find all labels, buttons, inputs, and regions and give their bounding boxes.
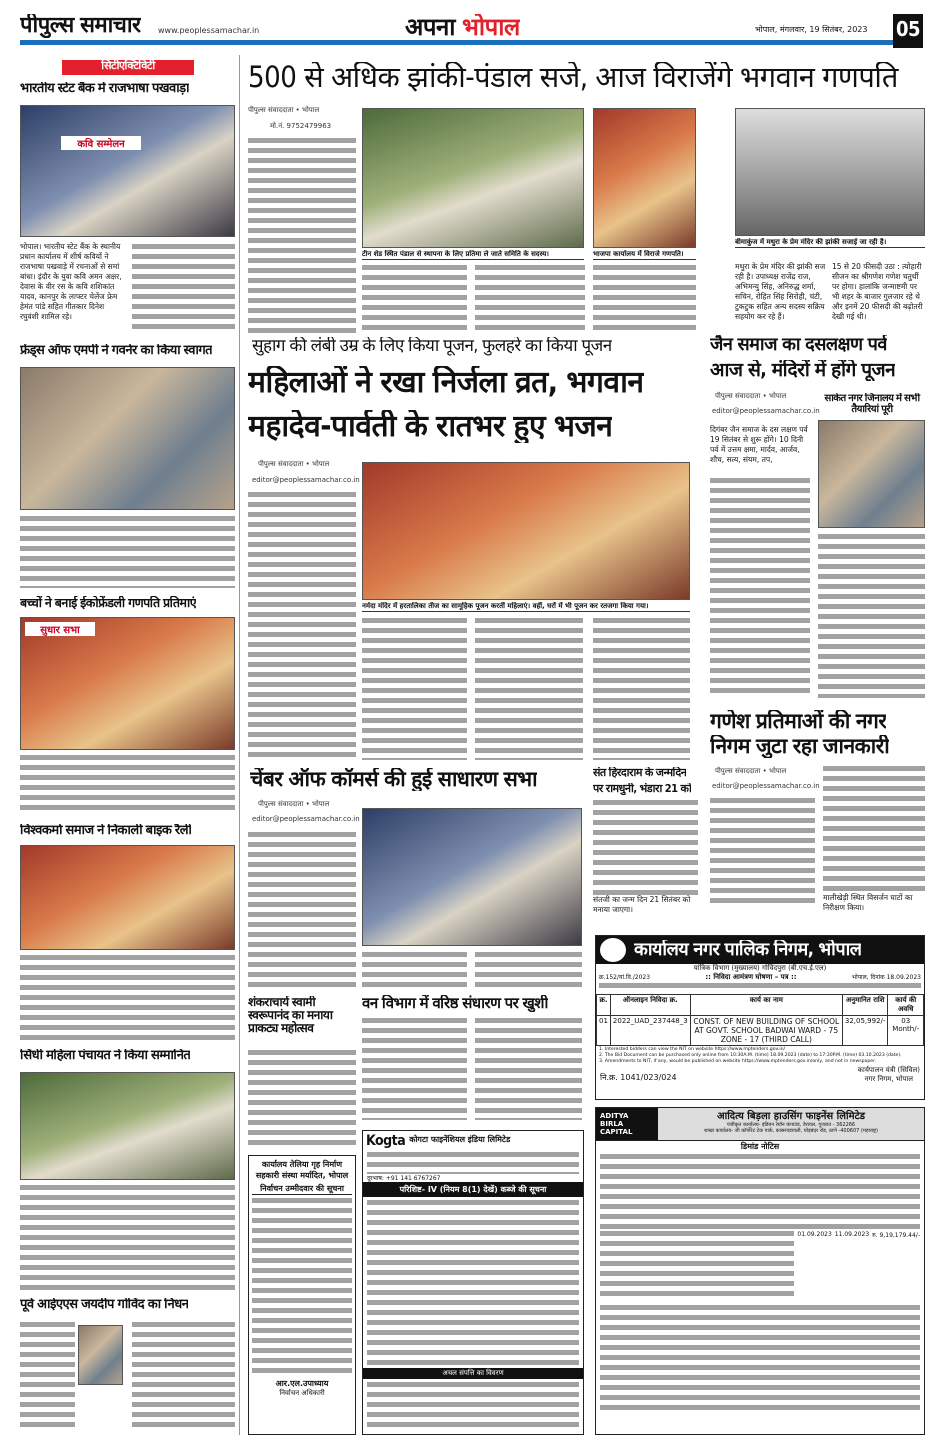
company-name: कोगटा फाइनेंशियल इंडिया लिमिटेड bbox=[409, 1135, 511, 1144]
tender-table bbox=[596, 994, 924, 1046]
note: 1. Interested bidders can view the NIT on website https://www.mptenders.gov.in/ bbox=[599, 1047, 786, 1052]
article-text-lines bbox=[362, 618, 467, 760]
article-text-lines bbox=[818, 534, 925, 698]
company-name: आदित्य बिड़ला हाउसिंग फाइनेंस लिमिटेड bbox=[717, 1111, 865, 1122]
article-text-lines bbox=[710, 798, 815, 908]
nagar-nigam-tender-ad bbox=[595, 935, 925, 1100]
article-text-lines bbox=[710, 478, 810, 698]
cell: 01 bbox=[597, 1016, 611, 1046]
article-text-lines bbox=[20, 955, 235, 1040]
notice-title: परिशिष्ट- IV (नियम 8(1) देखें) कब्जे की सूचना bbox=[363, 1182, 583, 1197]
emblem-icon bbox=[600, 938, 626, 962]
photo-caption: भाजपा कार्यालय में विराजे गणपति। bbox=[593, 250, 696, 260]
article-text-lines bbox=[132, 1322, 235, 1432]
article-text-lines bbox=[20, 1322, 75, 1432]
col-header: कार्य की अवधि bbox=[888, 995, 924, 1016]
signatory: आर.एल.उपाध्याय bbox=[275, 1379, 329, 1388]
article-text-lines bbox=[248, 1050, 356, 1150]
headline-line2: निगम जुटा रहा जानकारी bbox=[710, 735, 890, 758]
article-text-lines bbox=[362, 1018, 467, 1120]
headline: चेंबर ऑफ कॉमर्स की हुई साधारण सभा bbox=[250, 768, 538, 791]
teej-photo bbox=[362, 462, 690, 600]
notice-date: 11.09.2023 bbox=[834, 1231, 870, 1238]
signatory-title: निर्वाचन अधिकारी bbox=[279, 1389, 325, 1397]
notice: :: निविदा आमंत्रण घोषणा – पत्र :: bbox=[705, 973, 797, 981]
col-header: ऑनलाइन निविदा क्र. bbox=[610, 995, 690, 1016]
notice-title: कार्यालय तेलिया गृह निर्माण सहकारी संस्था मर्यादित, भोपाल bbox=[255, 1160, 349, 1180]
amount: रु. 9,19,179.44/- bbox=[872, 1232, 920, 1239]
lead-headline: 500 से अधिक झांकी-पंडाल सजे, आज विराजेंगे भगवान गणपति bbox=[248, 62, 898, 94]
property-text-lines bbox=[367, 1382, 579, 1432]
email[interactable]: editor@peoplessamachar.co.in bbox=[712, 782, 820, 790]
kicker: सुहाग की लंबी उम्र के लिए किया पूजन, फुलहरे का किया पूजन bbox=[252, 337, 612, 356]
aditya-birla-demand-notice bbox=[595, 1107, 925, 1435]
address: पंजीकृत कार्यालय- इंडियन रेयॉन कंपाउंड, वेरावल, गुजरात - 362266 bbox=[726, 1122, 856, 1128]
cell: 03 Month/- bbox=[888, 1016, 924, 1046]
article-text-lines bbox=[475, 618, 583, 760]
section-label: सिटीएक्टिविटी bbox=[62, 60, 194, 75]
page-number: 05 bbox=[893, 14, 923, 48]
kogta-possession-notice bbox=[362, 1130, 584, 1435]
article-text-lines bbox=[20, 755, 235, 815]
signatory-org: नगर निगम, भोपाल bbox=[864, 1075, 914, 1083]
date: भोपाल, मंगलवार, 19 सितंबर, 2023 bbox=[755, 25, 868, 34]
section-word: अपना bbox=[405, 14, 456, 41]
col-header: अनुमानित राशि bbox=[842, 995, 888, 1016]
article-text-lines bbox=[132, 244, 235, 334]
notice-text-lines bbox=[599, 983, 921, 993]
article-text-lines bbox=[248, 832, 356, 990]
governor-photo bbox=[20, 367, 235, 510]
kogta-logo: Kogta bbox=[366, 1134, 406, 1149]
headline: पूर्व आईएएस जयदीप गोविंद का निधन bbox=[20, 1298, 189, 1312]
article-text-lines bbox=[475, 952, 582, 990]
column-divider bbox=[239, 55, 240, 1435]
ad-title: कार्यालय नगर पालिक निगम, भोपाल bbox=[634, 940, 862, 960]
headline-line2: पर रामधुनी, भंडारा 21 को bbox=[593, 783, 692, 795]
notice-text-lines bbox=[367, 1200, 579, 1365]
article-text: मथुरा के प्रेम मंदिर की झांकी सज रही है। उपाध्यक्ष राजेंद्र राज, अभिमन्यु सिंह, अनिरुद्ध शर्मा, सचिन, रोहित सिंह सिरोही, चंटी, टुकटुक सहित अन्य सदस्य सक्रिय सहयोग कर रहे हैं। bbox=[735, 262, 826, 321]
phone: मो.नं. 9752479963 bbox=[270, 122, 332, 130]
jinalaya-photo bbox=[818, 420, 925, 528]
property-header: अचल संपत्ति का विवरण bbox=[363, 1368, 583, 1379]
notice-text-lines bbox=[600, 1154, 920, 1229]
date: भोपाल, दिनांक 18.09.2023 bbox=[851, 974, 921, 981]
ganesh-idol-photo bbox=[593, 108, 696, 248]
headline-line2: आज से, मंदिरों में होंगे पूजन bbox=[710, 360, 896, 381]
byline: पीपुल्स संवाददाता • भोपाल bbox=[258, 460, 330, 468]
article-text-lines bbox=[362, 265, 467, 335]
website[interactable]: www.peoplessamachar.in bbox=[158, 26, 260, 35]
header-rule bbox=[20, 40, 893, 45]
rally-photo bbox=[20, 845, 235, 950]
article-text: 15 से 20 फीसदी उठा : त्योहारी सीजन का श्रीगणेश गणेश चतुर्थी पर होगा। हालांकि जन्माष्टमी पर भी शहर के बाजार गुलजार रहे थे और इनमें 20 फीसदी की बढ़ोतरी देखी गई थी। bbox=[832, 262, 923, 321]
email[interactable]: editor@peoplessamachar.co.in bbox=[252, 815, 360, 823]
headline-line1: जैन समाज का दसलक्षण पर्व bbox=[710, 335, 887, 355]
col-header: क्र. bbox=[597, 995, 611, 1016]
signatory: कार्यपालन यंत्री (सिविल) bbox=[857, 1066, 920, 1074]
article-text-lines bbox=[362, 952, 467, 990]
photo-caption: बीमाकुंज में मथुरा के प्रेम मंदिर की झांकी सजाई जा रही है। bbox=[735, 238, 925, 248]
article-text-lines bbox=[248, 138, 356, 334]
logo: पीपुल्स समाचार bbox=[20, 14, 141, 38]
photo-title: साकेत नगर जिनालय में सभी तैयारियां पूरी bbox=[824, 393, 920, 415]
aditya-birla-logo: ADITYA BIRLA CAPITAL bbox=[596, 1108, 658, 1140]
email[interactable]: editor@peoplessamachar.co.in bbox=[712, 407, 820, 415]
byline: पीपुल्स संवाददाता • भोपाल bbox=[715, 392, 787, 400]
pandal-photo bbox=[362, 108, 584, 248]
article-text-lines bbox=[593, 618, 690, 760]
article-text-lines bbox=[593, 265, 696, 335]
photo-banner: सुधार सभा bbox=[25, 622, 95, 636]
col-header: कार्य का नाम bbox=[690, 995, 842, 1016]
notice-title: डिमांड नोटिस bbox=[740, 1142, 780, 1151]
article-text-lines bbox=[475, 1018, 582, 1120]
article-text: संतजी का जन्म दिन 21 सितंबर को मनाया जाएगा। bbox=[593, 895, 691, 914]
portrait-photo bbox=[78, 1325, 123, 1385]
coop-election-notice bbox=[248, 1155, 356, 1435]
headline-line2: महादेव-पार्वती के रातभर हुए भजन bbox=[248, 410, 613, 443]
byline: पीपुल्स संवाददाता • भोपाल bbox=[715, 767, 787, 775]
article-text: भोपाल। भारतीय स्टेट बैंक के स्थानीय प्रधान कार्यालय में शीर्ष कवियों ने राजभाषा पखवाड़े में रचनाओं से समां बांधा। इंदौर के युवा कवि अमन अक्षर, देवास के वीर रस के कवि शशिकांत यादव, कानपुर के लाफ्टर चेलेंज फ्रेम हेमंत पांडे सहित गीतकार दिनेश रघुवंशी शामिल रहे। bbox=[20, 242, 122, 321]
section-title bbox=[405, 14, 520, 40]
headline: फ्रेंड्स ऑफ एमपी ने गवर्नर का किया स्वागत bbox=[20, 344, 213, 358]
sbi-photo bbox=[20, 105, 235, 237]
article-text: दिगंबर जैन समाज के दस लक्षण पर्व 19 सितंबर से शुरू होंगे। 10 दिनी पर्व में उत्तम क्षमा, मार्दव, आर्जव, शौच, सत्य, संयम, तप, bbox=[710, 425, 808, 464]
notice-text-lines bbox=[252, 1198, 352, 1378]
ad-header bbox=[596, 936, 924, 964]
panchayat-photo bbox=[20, 1072, 235, 1180]
photo-caption: टीन शेड स्थित पंडाल से स्थापना के लिए प्रतिमा ले जाते समिति के सदस्य। bbox=[362, 250, 584, 260]
headline: विश्वकर्मा समाज ने निकाली बाइक रैली bbox=[20, 824, 192, 838]
byline: पीपुल्स संवाददाता • भोपाल bbox=[258, 800, 330, 808]
article-text-lines bbox=[593, 800, 698, 895]
dept: यांत्रिक विभाग (मुख्यालय) गोविंदपुरा (बी.एच.ई.एल) bbox=[693, 964, 827, 972]
notice-number: नि.क्र. 1041/023/024 bbox=[600, 1073, 677, 1082]
headline: सिंधी महिला पंचायत ने किया सम्मानित bbox=[20, 1049, 191, 1063]
headline: बच्चों ने बनाई ईकोफ्रेंडली गणपति प्रतिमाएं bbox=[20, 596, 197, 610]
headline: वन विभाग में वरिष्ठ संधारण पर खुशी bbox=[362, 995, 548, 1012]
email[interactable]: editor@peoplessamachar.co.in bbox=[252, 476, 360, 484]
photo-banner: कवि सम्मेलन bbox=[61, 136, 141, 150]
photo-caption: नर्मदा मंदिर में हरतालिका तीज का सामूहिक पूजन करतीं महिलाएं। वहीं, घरों में भी पूजन कर रतजगा किया गया। bbox=[362, 602, 690, 612]
address-lines bbox=[367, 1152, 579, 1174]
notice-subtitle: निर्वाचन उम्मीदवार की सूचना bbox=[252, 1183, 352, 1195]
article-text-lines bbox=[20, 1185, 235, 1290]
notice-text-lines bbox=[600, 1305, 920, 1415]
article-text: मालीखेड़ी स्थित विसर्जन घाटों का निरीक्षण किया। bbox=[823, 893, 913, 912]
cell: CONST. OF NEW BUILDING OF SCHOOL AT GOVT. SCHOOL BADWAI WARD - 75 ZONE - 17 (THIRD CALL) bbox=[690, 1016, 842, 1046]
ref: क्र.152/यां.वि./2023 bbox=[599, 974, 651, 981]
headline: शंकराचार्य स्वामी स्वरूपानंद का मनाया प्राकट्य महोत्सव bbox=[248, 996, 333, 1036]
headline-line1: संत हिरदाराम के जन्मदिन bbox=[593, 767, 687, 779]
article-text-lines bbox=[20, 516, 235, 588]
temple-photo bbox=[735, 108, 925, 236]
cell: 2022_UAD_237448_3 bbox=[610, 1016, 690, 1046]
headline-line1: महिलाओं ने रखा निर्जला व्रत, भगवान bbox=[248, 366, 644, 399]
article-text-lines bbox=[475, 265, 585, 335]
note: 2. The Bid Document can be purchased only online from 10:30A.M. (time) 18.09.2023 (date) to 17:30P.M. (time) 03.10.2023 (date). bbox=[599, 1053, 902, 1058]
address: शाखा कार्यालय- जी कॉर्पोरेट टेक पार्क, कासरवडावली, घोड़बंदर रोड, ठाणे -400607 (महाराष्ट्र) bbox=[703, 1128, 878, 1134]
byline: पीपुल्स संवाददाता • भोपाल bbox=[248, 106, 320, 114]
borrower-lines bbox=[600, 1231, 794, 1301]
chamber-photo bbox=[362, 808, 582, 946]
article-text-lines bbox=[823, 766, 925, 891]
children-photo bbox=[20, 617, 235, 750]
npa-date: 01.09.2023 bbox=[797, 1231, 832, 1238]
headline-line1: गणेश प्रतिमाओं की नगर bbox=[710, 710, 887, 733]
cell: 32,05,992/- bbox=[842, 1016, 888, 1046]
phone: दूरभाष: +91 141 6767267 bbox=[367, 1175, 441, 1183]
headline: भारतीय स्टेट बैंक में राजभाषा पखवाड़ा bbox=[20, 82, 189, 96]
section-accent: भोपाल bbox=[462, 14, 520, 41]
note: 3. Amendments to NIT, if any, would be published on website https://www.mptenders.gov.in/only, and not in newspaper. bbox=[599, 1059, 876, 1064]
article-text-lines bbox=[248, 492, 356, 760]
